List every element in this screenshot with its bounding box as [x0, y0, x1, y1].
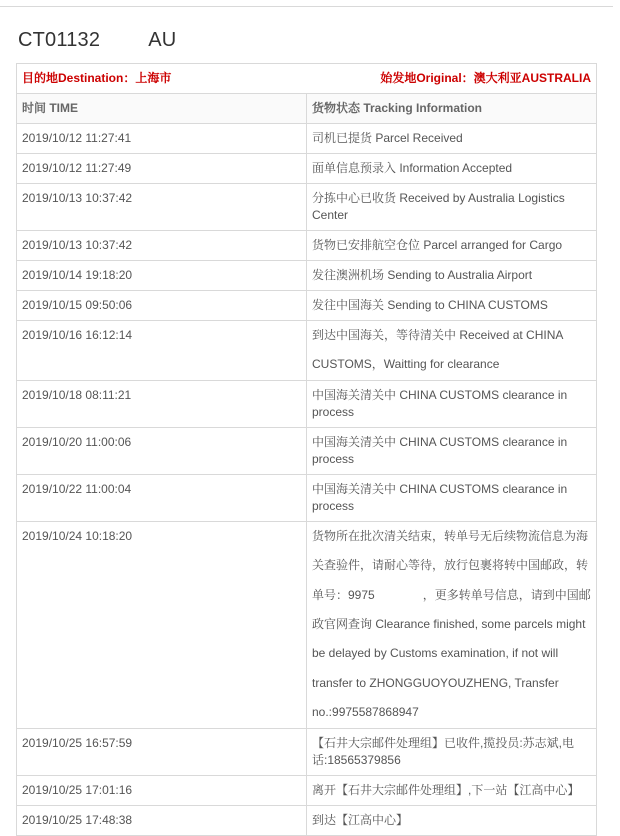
route-cell — [17, 64, 597, 94]
row-status-part1: 货物所在批次清关结束，转单号无后续物流信息为海关查验件，请耐心等待，放行包裹将转中国邮政，转单号：9975 — [312, 528, 589, 602]
row-time: 2019/10/12 11:27:41 — [17, 124, 307, 154]
row-status: 发往澳洲机场 Sending to Australia Airport — [307, 261, 597, 291]
origin-label: 始发地Original：澳大利亚AUSTRALIA — [380, 71, 591, 85]
row-status: 【石井大宗邮件处理组】已收件,揽投员:苏志斌,电话:18565379856 — [307, 728, 597, 775]
table-row — [17, 474, 597, 521]
table-header — [17, 94, 597, 124]
row-status: 分拣中心已收货 Received by Australia Logistics Center — [307, 184, 597, 231]
tracking-number-suffix: AU — [148, 29, 177, 51]
table-row — [17, 728, 597, 775]
row-time: 2019/10/20 11:00:06 — [17, 427, 307, 474]
row-status: 司机已提货 Parcel Received — [307, 124, 597, 154]
row-time: 2019/10/22 11:00:04 — [17, 474, 307, 521]
row-time: 2019/10/25 17:01:16 — [17, 775, 307, 805]
top-divider — [0, 6, 613, 7]
row-status: 中国海关清关中 CHINA CUSTOMS clearance in process — [307, 474, 597, 521]
row-status: 离开【石井大宗邮件处理组】,下一站【江高中心】 — [307, 775, 597, 805]
redacted-block — [375, 589, 423, 601]
row-time: 2019/10/16 16:12:14 — [17, 321, 307, 381]
table-row — [17, 124, 597, 154]
row-time: 2019/10/12 11:27:49 — [17, 154, 307, 184]
row-time: 2019/10/14 19:18:20 — [17, 261, 307, 291]
row-time: 2019/10/18 08:11:21 — [17, 380, 307, 427]
tracking-number-prefix: CT01132 — [18, 29, 101, 51]
table-row — [17, 427, 597, 474]
tracking-number — [18, 29, 176, 52]
table-row — [17, 291, 597, 321]
row-status: 到达【江高中心】 — [307, 805, 597, 835]
row-status: 发往中国海关 Sending to CHINA CUSTOMS — [307, 291, 597, 321]
row-time: 2019/10/24 10:18:20 — [17, 521, 307, 728]
tracking-table — [16, 63, 597, 836]
table-row — [17, 154, 597, 184]
row-time: 2019/10/15 09:50:06 — [17, 291, 307, 321]
row-time: 2019/10/13 10:37:42 — [17, 231, 307, 261]
table-row — [17, 261, 597, 291]
header-time: 时间 TIME — [17, 94, 307, 124]
table-row — [17, 805, 597, 835]
row-status — [307, 521, 597, 728]
table-row — [17, 321, 597, 381]
row-time: 2019/10/13 10:37:42 — [17, 184, 307, 231]
row-status: 面单信息预录入 Information Accepted — [307, 154, 597, 184]
table-row — [17, 775, 597, 805]
redacted-block — [100, 31, 148, 51]
row-status: 中国海关清关中 CHINA CUSTOMS clearance in process — [307, 427, 597, 474]
route-row — [17, 64, 597, 94]
row-status: 货物已安排航空仓位 Parcel arranged for Cargo — [307, 231, 597, 261]
table-row — [17, 521, 597, 728]
table-row — [17, 231, 597, 261]
row-time: 2019/10/25 17:48:38 — [17, 805, 307, 835]
table-row — [17, 380, 597, 427]
row-time: 2019/10/25 16:57:59 — [17, 728, 307, 775]
header-status: 货物状态 Tracking Information — [307, 94, 597, 124]
row-status-part2: ，更多转单号信息，请到中国邮政官网查询 Clearance finished, some parcels might be delayed by Customs examination, if not will transfer to ZHONGGUOYOUZHENG, Transfer no.:9975587868947 — [312, 587, 591, 720]
destination-label: 目的地Destination：上海市 — [22, 71, 172, 85]
row-status: 到达中国海关，等待清关中 Received at CHINA CUSTOMS，Waitting for clearance — [307, 321, 597, 381]
row-status: 中国海关清关中 CHINA CUSTOMS clearance in process — [307, 380, 597, 427]
table-row — [17, 184, 597, 231]
